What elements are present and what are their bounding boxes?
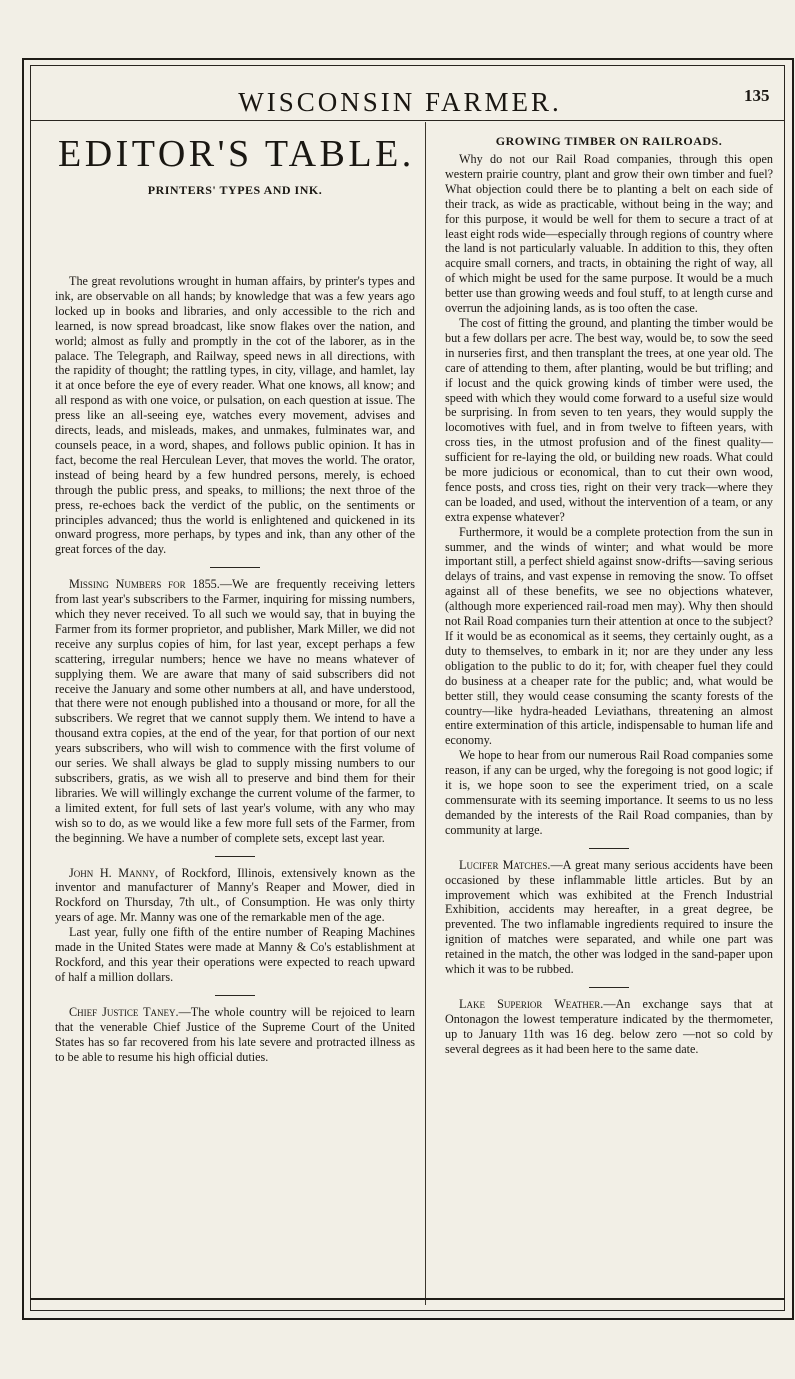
article-manny	[55, 866, 415, 926]
article-lucifer-matches-body: —A great many serious accidents have been occasioned by these inflammable little articles. But by an improvement which was exhibited at the French Industrial Exhibition, accidents may hereafter, in a great degree, be prevented. The two inflamable ingredients required to insure the ignition of matches were separated, and while one part was retained in the match, the other was lodged in the sand-paper upon which it was to be rubbed.	[445, 857, 773, 977]
article-missing-numbers-heading: Missing Numbers for 1855.	[69, 577, 220, 592]
column-divider	[425, 122, 426, 1305]
article-taney-heading: Chief Justice Taney.	[69, 1004, 179, 1019]
page-bottom-rule	[30, 1298, 785, 1300]
left-column	[55, 274, 415, 1064]
article-lucifer-matches-heading: Lucifer Matches.	[459, 857, 551, 872]
article-separator	[210, 567, 260, 568]
article-separator	[215, 856, 255, 857]
article-manny-body: of Rockford, Illinois, extensively known as the inventor and manufacturer of Manny's Reaper and Mower, died in Rockford on Thursday, 7th ult., of Consumption. He was only thirty years of age. Mr. Manny was one of the remarkable men of the age.	[55, 865, 415, 925]
section-heading: EDITOR'S TABLE.	[58, 133, 415, 175]
article-growing-timber-p1: Why do not our Rail Road companies, through this open western prairie country, plant and grow their own timber and fuel? What objection could there be to planting a belt on each side of their track, as wide as practicable, without being in the way; and for this purpose, it would be well for them to secure a tract of at least eight rods wide—especially through regions of country where the land is not particularly valuable. In addition to this, they often acquire small corners, and tracts, in obtaining the right of way, all of which might be used for the same purpose. It would be a much better use than growing weeds and foul stuff, to at length curse and overrun the adjoining lands, as is too often the case.	[445, 152, 773, 316]
article-lucifer-matches	[445, 858, 773, 977]
article-manny-body-2: Last year, fully one fifth of the entire number of Reaping Machines made in the United States were made at Manny & Co's establishment at Rockford, and this year their operations were expected to reach upward of half a million dollars.	[55, 925, 415, 984]
page-number: 135	[744, 86, 770, 105]
article-lake-superior-body: —An exchange says that at Ontonagon the lowest temperature indicated by the thermometer, up to January 11th was 16 deg. below zero —not so cold by several degrees as it had been here to the same date.	[445, 996, 773, 1056]
article-heading-printers-types: PRINTERS' TYPES AND INK.	[147, 183, 323, 197]
masthead-title: WISCONSIN FARMER.	[238, 87, 562, 117]
article-missing-numbers	[55, 577, 415, 845]
article-growing-timber-p3: Furthermore, it would be a complete protection from the sun in summer, and the winds of winter; and what would be more important still, a perfect shield against snow-drifts—saving serious delays of trains, and vast expense in removing the snow. To offset against all of these benefits, we see no objections whatever, (although more experienced rail-road men may). Why then should not Rail Road companies turn their attention at once to the subject? If it would be as economical as it seems, they certainly ought, as a duty to themselves, to embark in it; nor are they under any less obligation to the public to do it; for, with cheaper fuel they could do business at a cheaper rate for the public; and, what would be better still, they would cease consuming the scanty forests of the country—like hydra-headed Leviathans, threatening an almost entire extermination of this article, indispensable to human life and economy.	[445, 524, 773, 748]
article-taney-body: —The whole country will be rejoiced to learn that the venerable Chief Justice of the Supreme Court of the United States has so far recovered from his late severe and protracted illness as to be able to resume his high official duties.	[55, 1004, 415, 1064]
article-lake-superior	[445, 997, 773, 1057]
right-column	[445, 152, 773, 1057]
article-separator	[215, 995, 255, 996]
article-separator	[589, 848, 629, 849]
article-manny-heading: John H. Manny,	[69, 865, 159, 880]
article-separator	[589, 987, 629, 988]
masthead-rule	[30, 120, 785, 121]
article-printers-types-body: The great revolutions wrought in human affairs, by printer's types and ink, are observable on all hands; by knowledge that was a few years ago locked up in books and libraries, and only accessible to the rich and learned, is now spread broadcast, like snow flakes over the nation, and world; almost as fully and promptly in the cot of the laborer, as in the palace. The Telegraph, and Railway, speed news in all directions, with the rapidity of thought; the rattling types, in city, village, and hamlet, lay it at once before the eye of every reader. What one knows, all know; and all respond as with one voice, or pulsation, on each question at issue. The press like an all-seeing eye, watches every movement, advises and directs, leads, and misleads, makes, and unmakes, fulminates war, and counsels peace, in a word, shapes, and follows public opinion. It has in fact, become the real Herculean Lever, that moves the world. The orator, instead of being heard by a few hundred persons, merely, is echoed through the public press, and speaks, to millions; the next throe of the press, re-echoes back the verdict of the public, on the sentiments or principles advanced; thus the world is enlightened and quickened in its onward progress, more perhaps, by types and ink, than any other of the great forces of the day.	[55, 274, 415, 557]
article-taney	[55, 1005, 415, 1065]
article-growing-timber-p2: The cost of fitting the ground, and planting the timber would be but a few dollars per acre. The best way, would be, to sow the seed in nurseries first, and then transplant the trees, at one year old. The care of attending to them, after planting, would be but trifling; and if locust and the quick growing kinds of timber were used, the speed with which they would come forward to a useful size would be surprising. In from seven to ten years, they would supply the locomotives with fuel, and in from twelve to fifteen years, with cross ties, in the utmost profusion and of the finest quality—sufficient for re-laying the old, or building new roads. What could be more judicious or economical, than to cut their own wood, fence posts, and cross ties, right on their very track—where they can be loaded, and used, without the intervention of a team, or any extra expense whatever?	[445, 315, 773, 524]
article-missing-numbers-body: —We are frequently receiving letters from last year's subscribers to the Farmer, inquiring for missing numbers, which they never received. To all such we would say, that in buying the Farmer from its former proprietor, and publisher, Mark Miller, we did not receive any surplus copies of him, for last year, except perhaps a few scattering, irregular numbers; hence we have no means whatever of supplying them. We are aware that many of said subscribers did not receive the January and some other numbers at all, and have understood, that there were not enough published into a thousand or more, for all the subscribers. We regret that we cannot supply them. We intend to have a thousand extra copies, at the end of the year, for that portion of our next years subscribers, who will wish to commence with the first volume of our series. We shall always be glad to supply missing numbers to our subscribers, gratis, as we wish all to preserve and bind them for their libraries. We will willingly exchange the current volume of the farmer, to a limited extent, for full sets of last year's volume, with any who may wish so to do, as we would like a few more full sets of the Farmer, from the beginning. We have a number of complete sets, except last year.	[55, 577, 415, 845]
article-heading-growing-timber: GROWING TIMBER ON RAILROADS.	[495, 134, 723, 148]
article-lake-superior-heading: Lake Superior Weather.	[459, 996, 604, 1011]
article-growing-timber-p4: We hope to hear from our numerous Rail Road companies some reason, if any can be urged, why the foregoing is not good logic; if it is, we hope soon to see the experiment tried, on a scale commensurate with its seeming importance. It seems to us no less demanded by the interests of the Rail Road companies, than by community at large.	[445, 748, 773, 837]
